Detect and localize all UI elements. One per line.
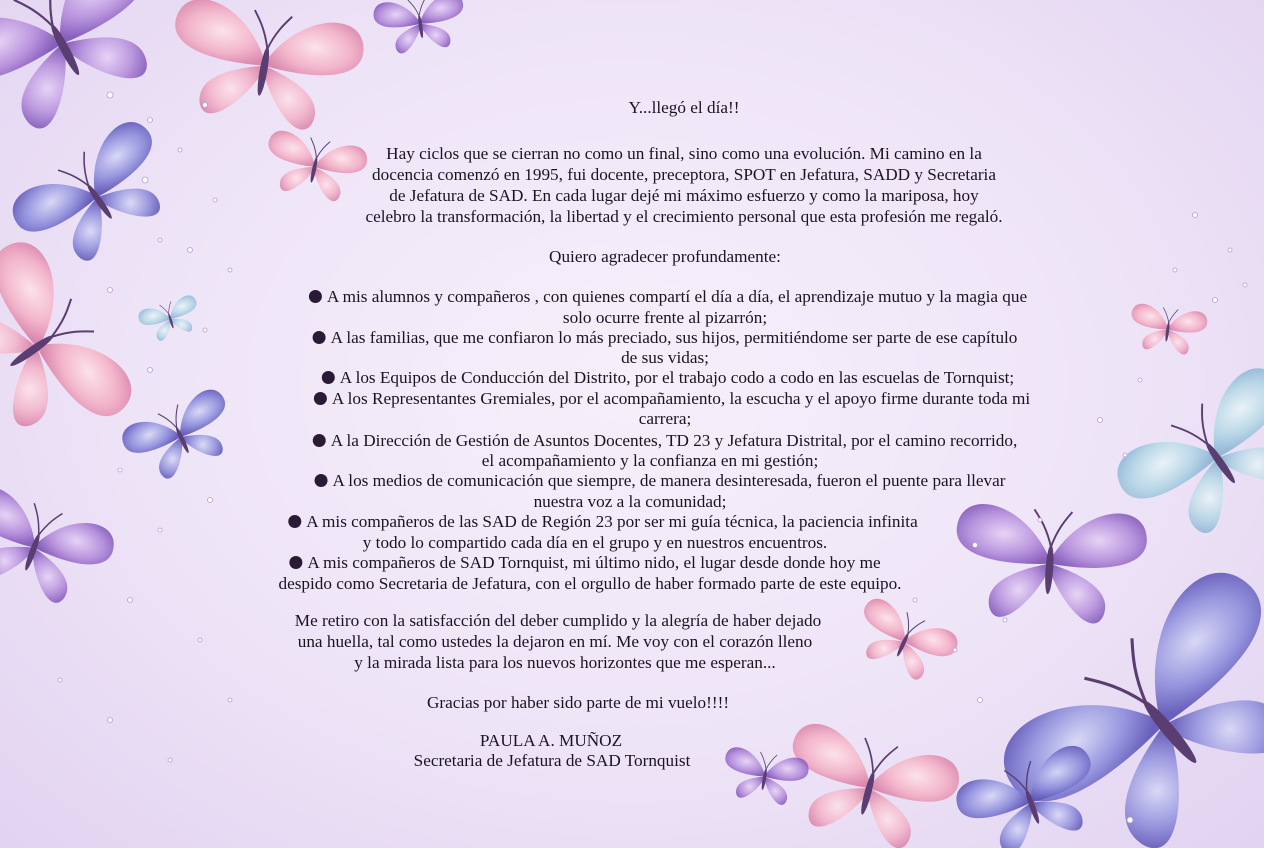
farewell-line: Gracias por haber sido parte de mi vuelo!!!! bbox=[426, 693, 730, 712]
thanks-item-cont: nuestra voz a la comunidad; bbox=[533, 492, 727, 511]
closing-line: Me retiro con la satisfacción del deber cumplido y la alegría de haber dejado bbox=[294, 611, 822, 630]
thanks-item: A los Equipos de Conducción del Distrito, por el trabajo codo a codo en las escuelas de Tornquist; bbox=[322, 367, 1014, 388]
thanks-item-cont: y todo lo compartido cada día en el grupo y en nuestros encuentros. bbox=[362, 533, 828, 552]
bullet-icon bbox=[322, 371, 335, 384]
thanks-item: A los medios de comunicación que siempre, de manera desinteresada, fueron el puente para llevar bbox=[315, 470, 1006, 491]
bullet-icon bbox=[315, 474, 328, 487]
intro-line: de Jefatura de SAD. En cada lugar dejé mi máximo esfuerzo y como la mariposa, hoy bbox=[389, 186, 979, 205]
thanks-item-cont: despido como Secretaria de Jefatura, con el orgullo de haber formado parte de este equipo. bbox=[278, 574, 902, 593]
thanks-item-cont: solo ocurre frente al pizarrón; bbox=[562, 308, 768, 327]
bullet-icon bbox=[314, 392, 327, 405]
signature-role: Secretaria de Jefatura de SAD Tornquist bbox=[413, 751, 691, 770]
thanks-heading: Quiero agradecer profundamente: bbox=[549, 247, 781, 266]
bullet-icon bbox=[309, 290, 322, 303]
bullet-icon bbox=[313, 434, 326, 447]
thanks-item: A las familias, que me confiaron lo más preciado, sus hijos, permitiéndome ser parte de ese capítulo bbox=[313, 327, 1018, 348]
thanks-item: A mis alumnos y compañeros , con quienes compartí el día a día, el aprendizaje mutuo y la magia que bbox=[309, 286, 1027, 307]
intro-line: Hay ciclos que se cierran no como un final, sino como una evolución. Mi camino en la bbox=[386, 144, 982, 163]
letter-title: Y...llegó el día!! bbox=[628, 98, 740, 117]
thanks-item: A la Dirección de Gestión de Asuntos Docentes, TD 23 y Jefatura Distrital, por el camino recorrido, bbox=[313, 430, 1018, 451]
thanks-item: A mis compañeros de las SAD de Región 23 por ser mi guía técnica, la paciencia infinita bbox=[288, 511, 917, 532]
signature-name: PAULA A. MUÑOZ bbox=[479, 731, 623, 750]
thanks-item: A mis compañeros de SAD Tornquist, mi último nido, el lugar desde donde hoy me bbox=[289, 552, 880, 573]
intro-line: celebro la transformación, la libertad y el crecimiento personal que esta profesión me regaló. bbox=[365, 207, 1003, 226]
bullet-icon bbox=[289, 556, 302, 569]
thanks-item-cont: de sus vidas; bbox=[621, 348, 709, 367]
closing-line: una huella, tal como ustedes la dejaron en mí. Me voy con el corazón lleno bbox=[297, 632, 813, 651]
thanks-item: A los Representantes Gremiales, por el acompañamiento, la escucha y el apoyo firme durante toda mi bbox=[314, 388, 1030, 409]
thanks-item-cont: carrera; bbox=[638, 409, 692, 428]
thanks-item-cont: el acompañamiento y la confianza en mi gestión; bbox=[481, 451, 819, 470]
intro-line: docencia comenzó en 1995, fui docente, preceptora, SPOT en Jefatura, SADD y Secretaria bbox=[372, 165, 996, 184]
bullet-icon bbox=[313, 331, 326, 344]
closing-line: y la mirada lista para los nuevos horizontes que me esperan... bbox=[354, 653, 776, 672]
bullet-icon bbox=[288, 515, 301, 528]
